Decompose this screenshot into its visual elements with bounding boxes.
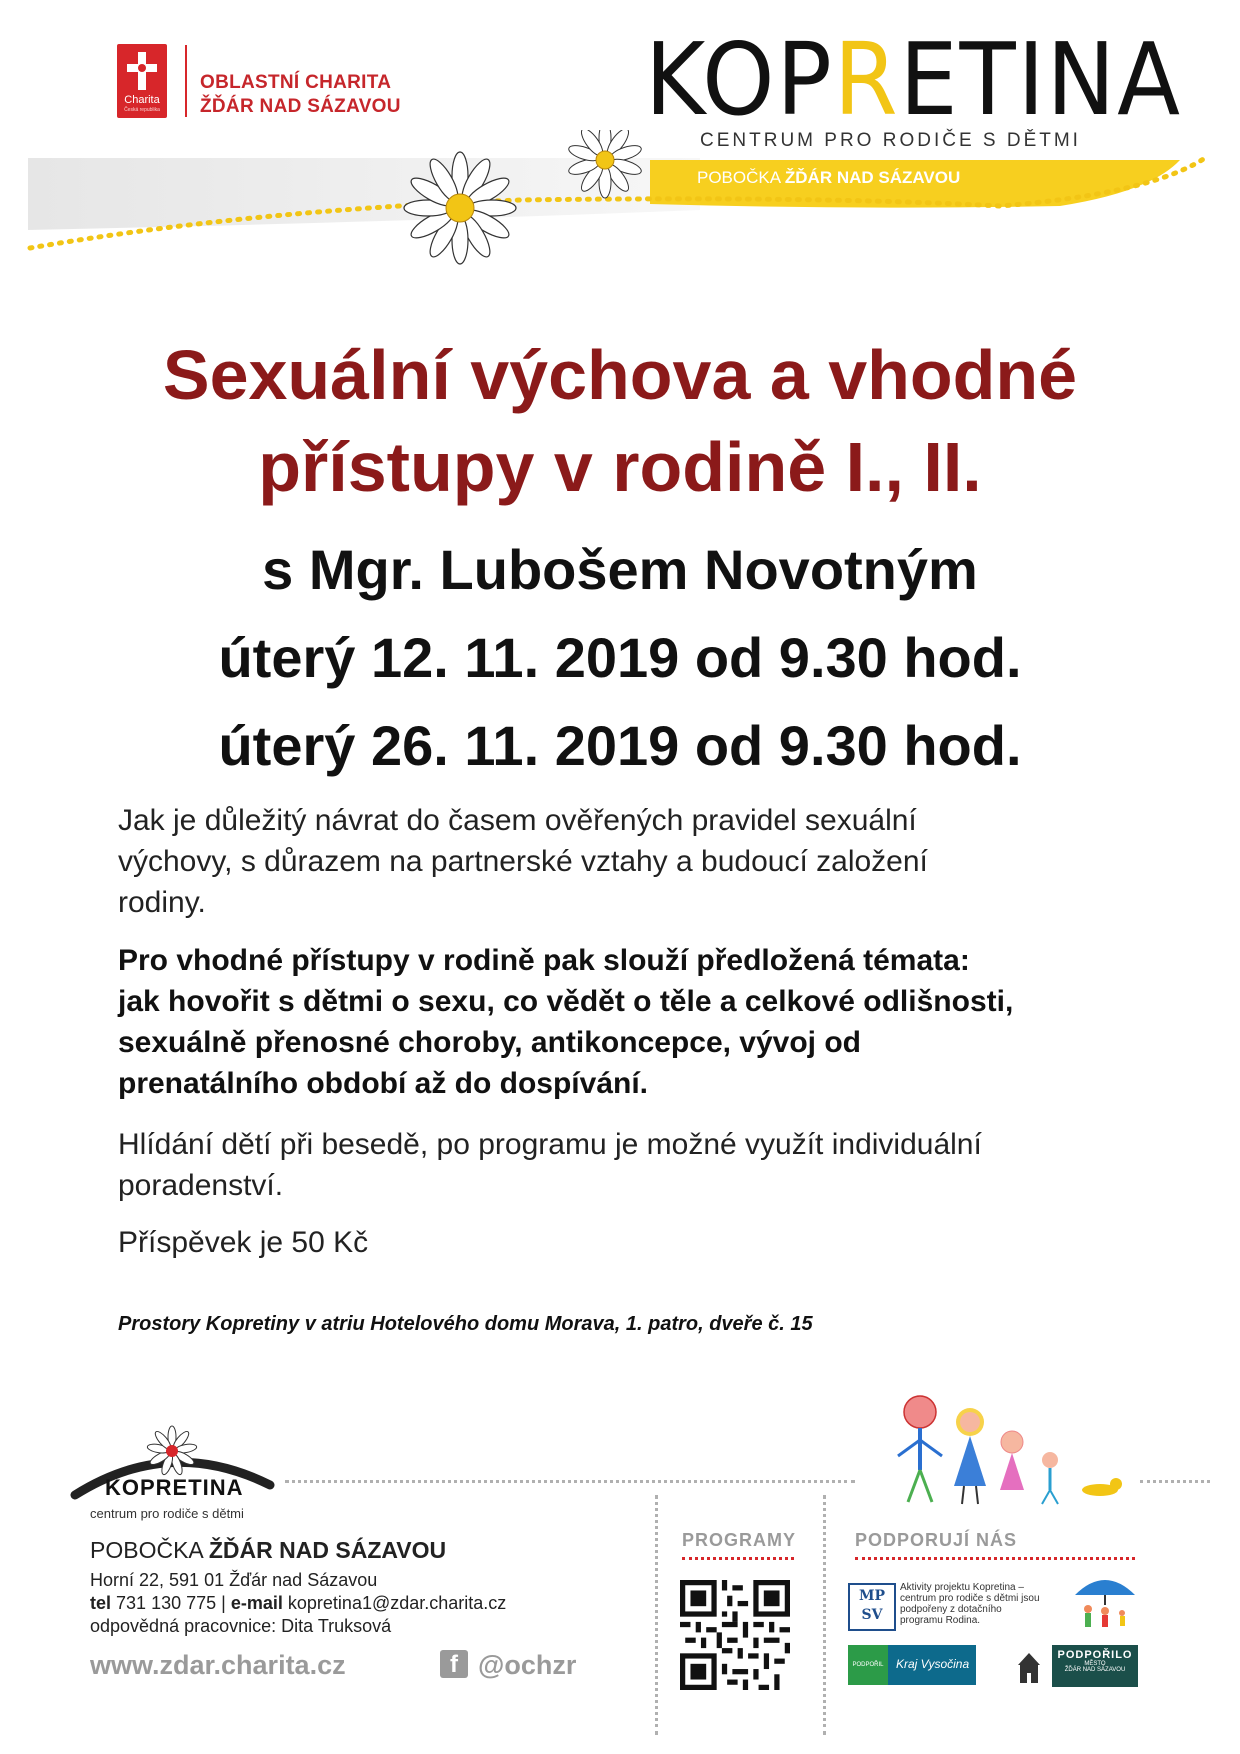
fee-text: Příspěvek je 50 Kč <box>118 1226 369 1259</box>
footer-logo-name: KOPRETINA <box>105 1475 244 1500</box>
footer-divider-v2 <box>823 1495 826 1735</box>
footer-divider-top <box>285 1480 855 1483</box>
header-branch: POBOČKA ŽĎÁR NAD SÁZAVOU <box>697 168 961 187</box>
facebook-handle[interactable]: @ochzr <box>478 1650 577 1680</box>
programs-title: PROGRAMY <box>682 1530 797 1550</box>
supporters-underline <box>855 1557 1135 1560</box>
kopretina-title: KOPRETINA <box>645 21 1182 138</box>
event-title-line1: Sexuální výchova a vhodné <box>162 336 1078 414</box>
event-date-1: úterý 12. 11. 2019 od 9.30 hod. <box>218 626 1022 689</box>
org-name-line1: OBLASTNÍ CHARITA <box>200 72 392 93</box>
kraj-vysocina-logo: PODPOŘIL Kraj Vysočina <box>848 1645 976 1685</box>
header-divider <box>185 45 187 117</box>
charita-logo-sub: Česká republika <box>124 107 160 113</box>
intro-paragraph: Jak je důležitý návrat do časem ověřených pravidel sexuální výchovy, s důrazem na partnerské vztahy a budoucí založení rodiny. <box>118 804 928 919</box>
kopretina-subtitle: CENTRUM PRO RODIČE S DĚTMI <box>700 130 1081 151</box>
footer-email-link[interactable]: kopretina1@zdar.charita.cz <box>287 1593 507 1613</box>
footer-divider-top-right <box>1140 1480 1210 1483</box>
facebook-icon[interactable]: f <box>440 1650 468 1678</box>
org-name-line2: ŽĎÁR NAD SÁZAVOU <box>200 96 401 117</box>
mpsv-logo: MP SV <box>848 1583 896 1631</box>
event-title-line2: přístupy v rodině I., II. <box>258 428 982 506</box>
town-hall-icon <box>1012 1651 1046 1685</box>
footer-website-link[interactable]: www.zdar.charita.cz <box>90 1650 346 1680</box>
event-lecturer: s Mgr. Lubošem Novotným <box>262 538 978 601</box>
programs-underline <box>682 1557 794 1560</box>
topics-paragraph: Pro vhodné přístupy v rodině pak slouží předložená témata: jak hovořit s dětmi o sexu, co vědět o těle a celkové odlišnosti, sexuálně přenosné choroby, antikoncepce, vývoj od prenatálního období až do dospívání. <box>118 944 1014 1100</box>
qr-code-image[interactable] <box>680 1580 790 1690</box>
supporters-title: PODPORUJÍ NÁS <box>855 1530 1018 1550</box>
footer-address: Horní 22, 591 01 Žďár nad Sázavou <box>90 1570 378 1590</box>
event-date-2: úterý 26. 11. 2019 od 9.30 hod. <box>218 714 1022 777</box>
footer-logo-sub: centrum pro rodiče s dětmi <box>90 1506 244 1521</box>
footer-contact: tel 731 130 775 | e-mail kopretina1@zdar.charita.cz <box>90 1593 507 1613</box>
charita-cross-icon <box>127 52 157 90</box>
charita-logo <box>117 44 167 118</box>
footer-responsible: odpovědná pracovnice: Dita Truksová <box>90 1616 392 1636</box>
rodina-program-logo <box>1070 1565 1140 1635</box>
footer-branch: POBOČKA ŽĎÁR NAD SÁZAVOU <box>90 1537 447 1563</box>
footer-divider-v1 <box>655 1495 658 1735</box>
location-text: Prostory Kopretiny v atriu Hotelového domu Morava, 1. patro, dveře č. 15 <box>118 1313 813 1335</box>
charita-logo-text: Charita <box>124 94 160 106</box>
childcare-paragraph: Hlídání dětí při besedě, po programu je možné využít individuální poradenství. <box>118 1128 982 1202</box>
children-drawing-image <box>880 1390 1140 1510</box>
project-support-text: Aktivity projektu Kopretina – centrum pro rodiče s dětmi jsou podpořeny z dotačního programu Rodina. <box>900 1582 1040 1626</box>
mesto-zdar-logo: PODPOŘILO MĚSTO ŽĎÁR NAD SÁZAVOU <box>1012 1645 1142 1687</box>
